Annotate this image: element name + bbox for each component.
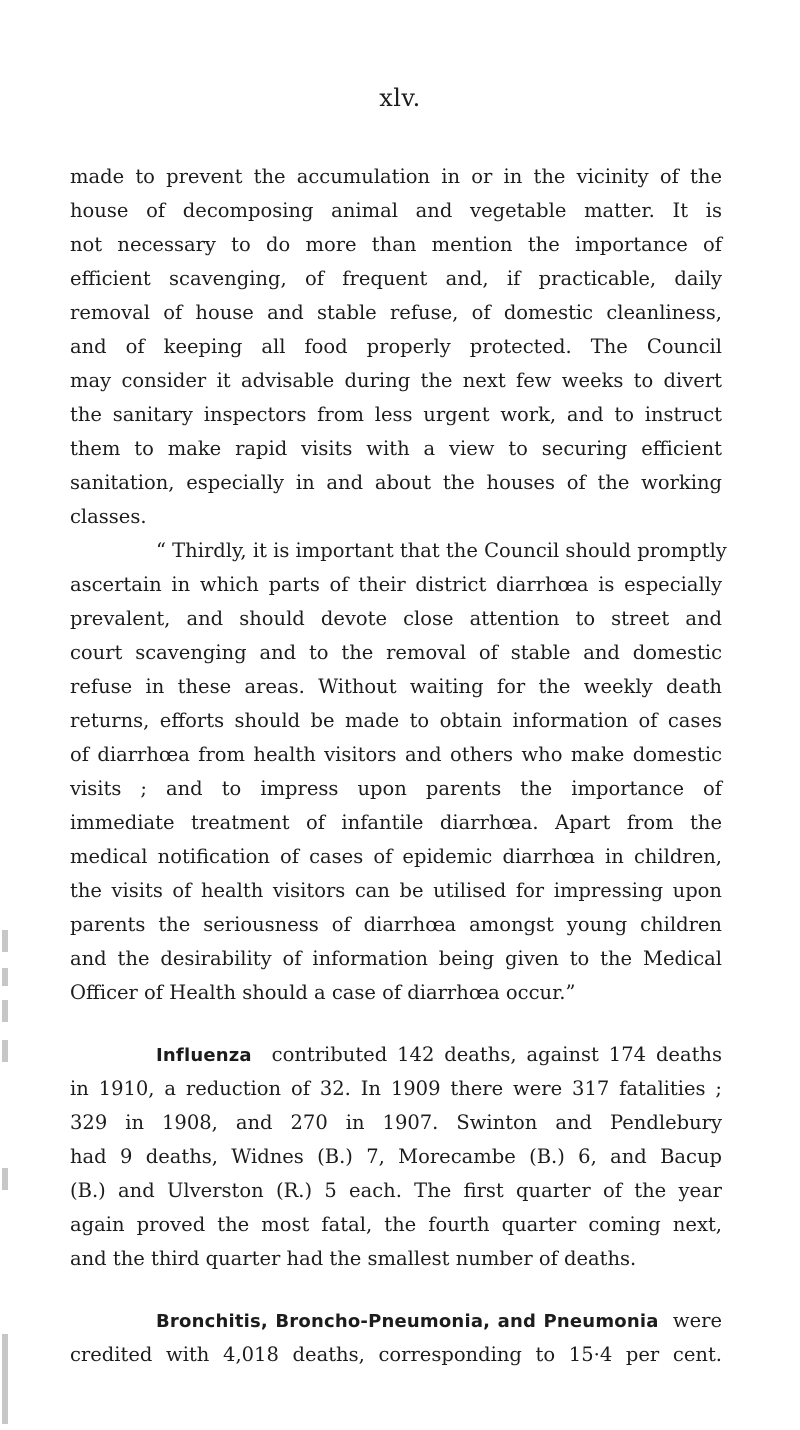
- paragraph-influenza: [70, 1038, 722, 1276]
- text-line: [70, 1304, 722, 1338]
- text-line: house of decomposing animal and vegetable matter. It is: [70, 199, 722, 222]
- paragraph-sanitation: [70, 160, 722, 534]
- margin-mark: [2, 1000, 8, 1022]
- margin-mark: [2, 1040, 8, 1062]
- text-line: and of keeping all food properly protected. The Council: [70, 335, 722, 358]
- paragraph-gap: [70, 1276, 722, 1304]
- paragraph-gap: [70, 1010, 722, 1038]
- heading-line-rest: were: [672, 1309, 722, 1332]
- text-line: 329 in 1908, and 270 in 1907. Swinton and Pendlebury: [70, 1111, 722, 1134]
- text-line: court scavenging and to the removal of stable and domestic: [70, 641, 722, 664]
- section-heading-bronchitis: Bronchitis, Broncho-Pneumonia, and Pneumonia: [156, 1311, 659, 1332]
- text-line: had 9 deaths, Widnes (B.) 7, Morecambe (B.) 6, and Bacup: [70, 1145, 722, 1168]
- margin-mark: [2, 1168, 8, 1190]
- margin-mark: [2, 1334, 8, 1424]
- section-heading-influenza: Influenza: [156, 1045, 252, 1066]
- text-line: classes.: [70, 505, 147, 528]
- page-number: xlv.: [379, 84, 421, 112]
- text-line: refuse in these areas. Without waiting for the weekly death: [70, 675, 722, 698]
- paragraph-bronchitis: [70, 1304, 722, 1372]
- text-line: “ Thirdly, it is important that the Council should promptly: [156, 539, 727, 562]
- text-line: immediate treatment of infantile diarrhœa. Apart from the: [70, 811, 722, 834]
- text-line: parents the seriousness of diarrhœa amongst young children: [70, 913, 722, 936]
- text-line: (B.) and Ulverston (R.) 5 each. The first quarter of the year: [70, 1179, 722, 1202]
- text-line: efficient scavenging, of frequent and, if practicable, daily: [70, 267, 722, 290]
- text-line: in 1910, a reduction of 32. In 1909 there were 317 fatalities ;: [70, 1077, 722, 1100]
- text-line: sanitation, especially in and about the houses of the working: [70, 471, 722, 494]
- margin-mark: [2, 968, 8, 986]
- text-line: may consider it advisable during the next few weeks to divert: [70, 369, 722, 392]
- text-line: prevalent, and should devote close attention to street and: [70, 607, 722, 630]
- text-line: removal of house and stable refuse, of domestic cleanliness,: [70, 301, 722, 324]
- text-line: again proved the most fatal, the fourth quarter coming next,: [70, 1213, 722, 1236]
- text-line: medical notification of cases of epidemic diarrhœa in children,: [70, 845, 722, 868]
- text-line: not necessary to do more than mention the importance of: [70, 233, 722, 256]
- text-line: the visits of health visitors can be utilised for impressing upon: [70, 879, 722, 902]
- text-line: Officer of Health should a case of diarrhœa occur.”: [70, 981, 576, 1004]
- text-line: and the desirability of information being given to the Medical: [70, 947, 722, 970]
- text-line: returns, efforts should be made to obtain information of cases: [70, 709, 722, 732]
- text-line: the sanitary inspectors from less urgent work, and to instruct: [70, 403, 722, 426]
- body-text: [70, 160, 727, 1372]
- margin-mark: [2, 930, 8, 952]
- text-line: ascertain in which parts of their district diarrhœa is especially: [70, 573, 722, 596]
- paragraph-thirdly: [70, 534, 727, 1010]
- text-line: and the third quarter had the smallest number of deaths.: [70, 1247, 637, 1270]
- text-line: [70, 1038, 722, 1072]
- heading-line-rest: contributed 142 deaths, against 174 deaths: [271, 1043, 722, 1066]
- text-line: credited with 4,018 deaths, corresponding to 15·4 per cent.: [70, 1343, 722, 1366]
- text-line: them to make rapid visits with a view to securing efficient: [70, 437, 722, 460]
- text-line: visits ; and to impress upon parents the importance of: [70, 777, 722, 800]
- text-line: made to prevent the accumulation in or in the vicinity of the: [70, 165, 722, 188]
- text-line: of diarrhœa from health visitors and others who make domestic: [70, 743, 722, 766]
